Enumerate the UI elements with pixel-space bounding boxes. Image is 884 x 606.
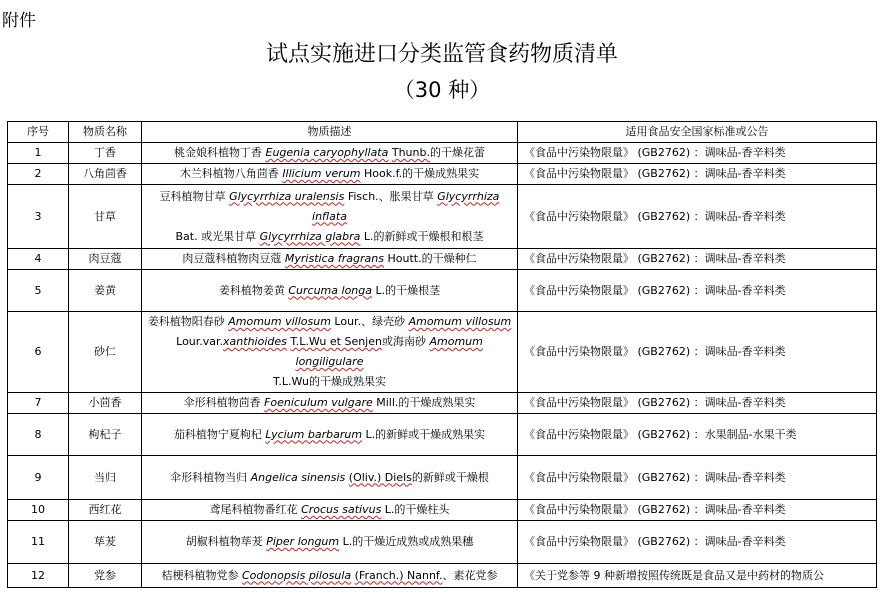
row-desc: 桔梗科植物党参 Codonopsis pilosula (Franch.) Nannf.、素花党参 (142, 564, 518, 588)
table-row (8, 270, 877, 312)
row-desc: 姜科植物姜黄 Curcuma longa L.的干燥根茎 (142, 270, 518, 312)
row-no: 12 (8, 564, 69, 588)
row-no: 10 (8, 500, 69, 521)
row-name: 党参 (69, 564, 142, 588)
row-desc: 伞形科植物当归 Angelica sinensis (Oliv.) Diels的新鲜或干燥根 (142, 456, 518, 500)
header-desc: 物质描述 (142, 122, 518, 143)
row-name: 肉豆蔻 (69, 249, 142, 270)
table-row (8, 249, 877, 270)
row-std: 《食品中污染物限量》 (GB2762) ：调味品-香辛料类 (518, 393, 877, 414)
substance-table (7, 121, 877, 588)
row-std: 《食品中污染物限量》 (GB2762) ：调味品-香辛料类 (518, 312, 877, 393)
row-std: 《食品中污染物限量》 (GB2762) ：调味品-香辛料类 (518, 456, 877, 500)
row-desc: 肉豆蔻科植物肉豆蔻 Myristica fragrans Houtt.的干燥种仁 (142, 249, 518, 270)
row-name: 八角茴香 (69, 164, 142, 185)
row-name: 小茴香 (69, 393, 142, 414)
row-std: 《食品中污染物限量》 (GB2762) ：水果制品-水果干类 (518, 414, 877, 456)
row-name: 丁香 (69, 143, 142, 164)
table-row (8, 164, 877, 185)
row-name: 枸杞子 (69, 414, 142, 456)
header-name: 物质名称 (69, 122, 142, 143)
header-std: 适用食品安全国家标准或公告 (518, 122, 877, 143)
row-name: 当归 (69, 456, 142, 500)
row-no: 4 (8, 249, 69, 270)
row-no: 2 (8, 164, 69, 185)
document-subtitle: （30 种） (393, 78, 491, 102)
row-no: 11 (8, 521, 69, 564)
document-title: 试点实施进口分类监管食药物质清单 (265, 42, 618, 67)
row-desc: 茄科植物宁夏枸杞 Lycium barbarum L.的新鲜或干燥成熟果实 (142, 414, 518, 456)
row-desc: 豆科植物甘草 Glycyrrhiza uralensis Fisch.、胀果甘草 Glycyrrhiza inflata Bat. 或光果甘草 Glycyrrhiza glabra L.的新鲜或干燥根和根茎 (142, 185, 518, 249)
table-row (8, 393, 877, 414)
row-no: 3 (8, 185, 69, 249)
annex-label: 附件 (2, 11, 36, 31)
row-std: 《食品中污染物限量》 (GB2762) ：调味品-香辛料类 (518, 143, 877, 164)
row-name: 西红花 (69, 500, 142, 521)
row-no: 5 (8, 270, 69, 312)
row-no: 9 (8, 456, 69, 500)
table-header-row (8, 122, 877, 143)
row-std: 《食品中污染物限量》 (GB2762) ：调味品-香辛料类 (518, 521, 877, 564)
table-row (8, 414, 877, 456)
row-std: 《食品中污染物限量》 (GB2762) ：调味品-香辛料类 (518, 185, 877, 249)
row-name: 姜黄 (69, 270, 142, 312)
table-row (8, 456, 877, 500)
row-std: 《食品中污染物限量》 (GB2762) ：调味品-香辛料类 (518, 249, 877, 270)
row-name: 荜茇 (69, 521, 142, 564)
row-std: 《关于党参等 9 种新增按照传统既是食品又是中药材的物质公 (518, 564, 877, 588)
table-row (8, 185, 877, 249)
row-desc: 木兰科植物八角茴香 Illicium verum Hook.f.的干燥成熟果实 (142, 164, 518, 185)
header-no: 序号 (8, 122, 69, 143)
row-name: 砂仁 (69, 312, 142, 393)
table-row (8, 500, 877, 521)
table-row (8, 521, 877, 564)
row-desc: 桃金娘科植物丁香 Eugenia caryophyllata Thunb.的干燥花蕾 (142, 143, 518, 164)
row-name: 甘草 (69, 185, 142, 249)
row-std: 《食品中污染物限量》 (GB2762) ：调味品-香辛料类 (518, 164, 877, 185)
row-desc: 胡椒科植物荜茇 Piper longum L.的干燥近成熟或成熟果穗 (142, 521, 518, 564)
row-no: 1 (8, 143, 69, 164)
row-desc: 伞形科植物茴香 Foeniculum vulgare Mill.的干燥成熟果实 (142, 393, 518, 414)
row-no: 6 (8, 312, 69, 393)
table-row (8, 564, 877, 588)
row-no: 7 (8, 393, 69, 414)
table-row (8, 312, 877, 393)
row-std: 《食品中污染物限量》 (GB2762) ：调味品-香辛料类 (518, 270, 877, 312)
table-row (8, 143, 877, 164)
row-std: 《食品中污染物限量》 (GB2762) ：调味品-香辛料类 (518, 500, 877, 521)
row-desc: 姜科植物阳春砂 Amomum villosum Lour.、绿壳砂 Amomum villosum Lour.var.xanthioides T.L.Wu et Senjen或海南砂 Amomum longiligulare T.L.Wu的干燥成熟果实 (142, 312, 518, 393)
row-desc: 鸢尾科植物番红花 Crocus sativus L.的干燥柱头 (142, 500, 518, 521)
row-no: 8 (8, 414, 69, 456)
